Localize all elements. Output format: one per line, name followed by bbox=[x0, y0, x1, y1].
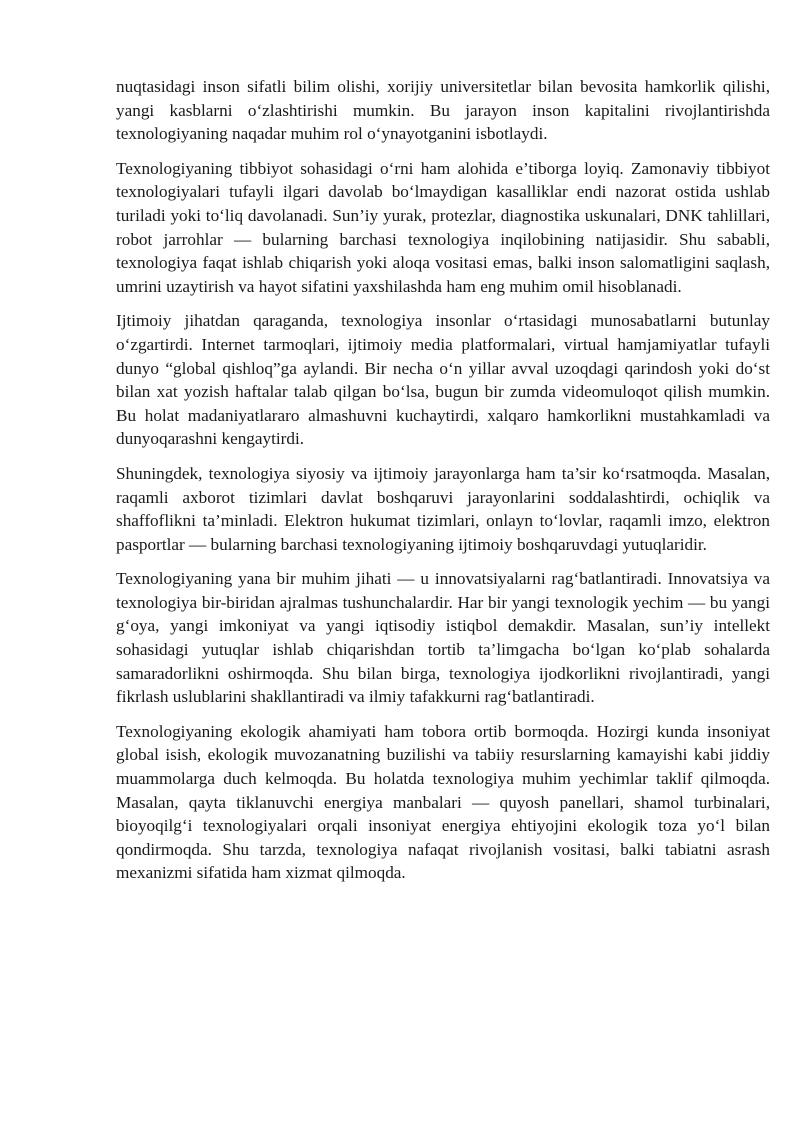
paragraph-education-continued: nuqtasidagi inson sifatli bilim olishi, xorijiy universitetlar bilan bevosita hamkorlik qilishi, yangi kasblarni o‘zlashtirishi mumkin. Bu jarayon inson kapitalini rivojlantirishda texnologiyaning naqadar muhim rol o‘ynayotganini isbotlaydi. bbox=[116, 77, 770, 144]
paragraph-medicine: Texnologiyaning tibbiyot sohasidagi o‘rni ham alohida e’tiborga loyiq. Zamonaviy tibbiyot texnologiyalari tufayli ilgari davolab bo‘lmaydigan kasalliklar endi nazorat ostida ushlab turiladi yoki to‘liq davolanadi. Sun’iy yurak, protezlar, diagnostika uskunalari, DNK tahlillari, robot jarrohlar — bularning barchasi texnologiya inqilobining natijasidir. Shu sababli, texnologiya faqat ishlab chiqarish yoki aloqa vositasi emas, balki inson salomatligini saqlash, umrini uzaytirish va hayot sifatini yaxshilashda ham eng muhim omil hisoblanadi. bbox=[116, 158, 770, 296]
paragraph-innovation: Texnologiyaning yana bir muhim jihati — u innovatsiyalarni rag‘batlantiradi. Innovatsiya va texnologiya bir-biridan ajralmas tushunchalardir. Har bir yangi texnologik yechim — bu yangi g‘oya, yangi imkoniyat va yangi iqtisodiy istiqbol demakdir. Masalan, sun’iy intellekt sohasidagi yutuqlar ishlab chiqarishdan tortib ta’limgacha bo‘lgan ko‘plab sohalarda samaradorlikni oshirmoqda. Shu bilan birga, texnologiya ijodkorlikni rivojlantiradi, yangi fikrlash uslublarini shakllantiradi va ilmiy tafakkurni rag‘batlantiradi. bbox=[116, 569, 770, 707]
paragraph-social: Ijtimoiy jihatdan qaraganda, texnologiya insonlar o‘rtasidagi munosabatlarni butunlay o‘zgartirdi. Internet tarmoqlari, ijtimoiy media platformalari, virtual hamjamiyatlar tufayli dunyo “global qishloq”ga aylandi. Bir necha o‘n yillar avval uzoqdagi qarindosh yoki do‘st bilan xat yozish haftalar talab qilgan bo‘lsa, bugun bir zumda videomuloqot qilish mumkin. Bu holat madaniyatlararo almashuvni kuchaytirdi, xalqaro hamkorlikni mustahkamladi va dunyoqarashni kengaytirdi. bbox=[116, 311, 770, 449]
paragraph-ecology: Texnologiyaning ekologik ahamiyati ham tobora ortib bormoqda. Hozirgi kunda insoniyat global isish, ekologik muvozanatning buzilishi va tabiiy resurslarning kamayishi kabi jiddiy muammolarga duch kelmoqda. Bu holatda texnologiya muhim yechimlar taklif qilmoqda. Masalan, qayta tiklanuvchi energiya manbalari — quyosh panellari, shamol turbinalari, bioyoqilg‘i texnologiyalari orqali insoniyat energiya ehtiyojini ekologik toza yo‘l bilan qondirmoqda. Shu tarzda, texnologiya nafaqat rivojlanish vositasi, balki tabiatni asrash mexanizmi sifatida ham xizmat qilmoqda. bbox=[116, 721, 770, 883]
paragraph-political: Shuningdek, texnologiya siyosiy va ijtimoiy jarayonlarga ham ta’sir ko‘rsatmoqda. Masalan, raqamli axborot tizimlari davlat boshqaruvi jarayonlarini soddalashtirdi, ochiqlik va shaffoflikni ta’minladi. Elektron hukumat tizimlari, onlayn to‘lovlar, raqamli imzo, elektron pasportlar — bularning barchasi texnologiyaning ijtimoiy boshqaruvdagi yutuqlaridir. bbox=[116, 463, 770, 554]
document-body bbox=[116, 75, 770, 896]
